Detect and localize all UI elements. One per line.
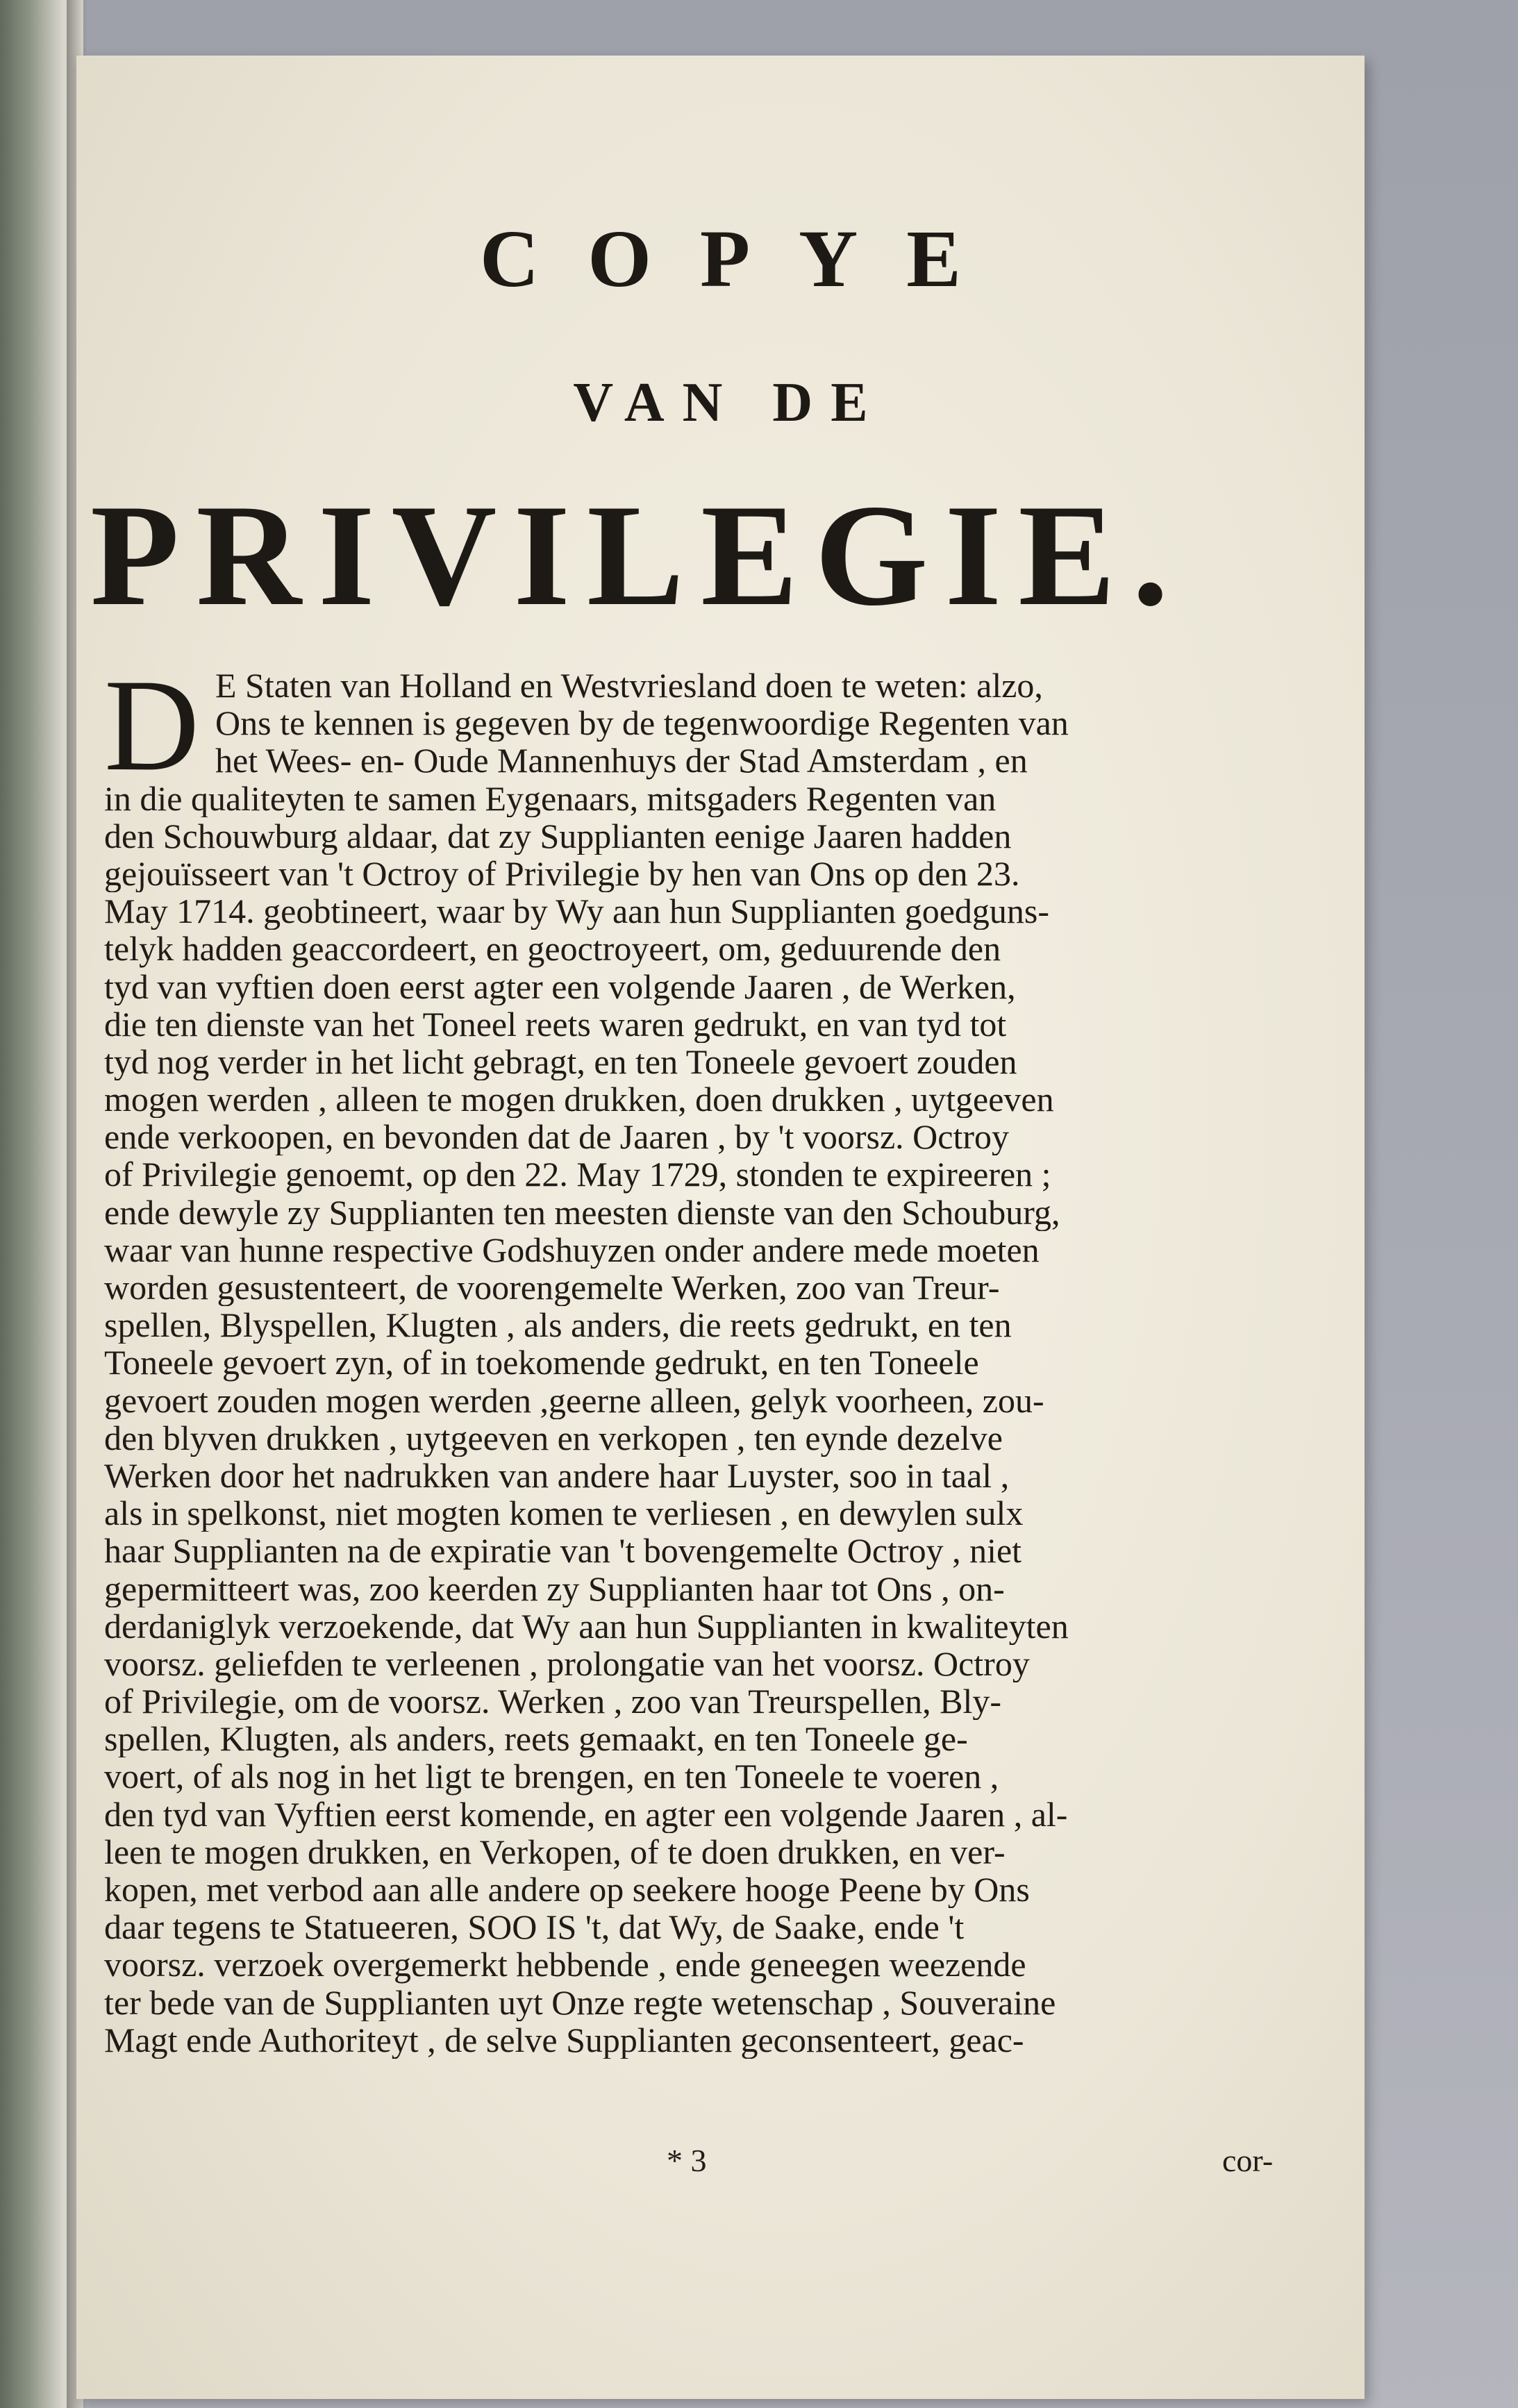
text-line: telyk hadden geaccordeert, en geoctroyeert, om, geduurende den: [104, 930, 1001, 968]
text-line: Magt ende Authoriteyt , de selve Supplianten geconsenteert, geac-: [104, 2021, 1024, 2059]
title-privilegie: PRIVILEGIE.: [90, 475, 1185, 636]
text-line: mogen werden , alleen te mogen drukken, doen drukken , uytgeeven: [104, 1080, 1054, 1119]
text-line: Toneele gevoert zyn, of in toekomende gedrukt, en ten Toneele: [104, 1344, 979, 1382]
title-van-de: VAN DE: [573, 372, 886, 433]
text-line: voorsz. verzoek overgemerkt hebbende , ende geneegen weezende: [104, 1946, 1026, 1984]
text-line: of Privilegie, om de voorsz. Werken , zoo van Treurspellen, Bly-: [104, 1682, 1002, 1721]
text-line: Ons te kennen is gegeven by de tegenwoordige Regenten van: [215, 704, 1069, 742]
text-line: den Schouwburg aldaar, dat zy Supplianten eenige Jaaren hadden: [104, 817, 1012, 855]
title-copye: COPYE: [480, 213, 1010, 304]
text-line: het Wees- en- Oude Mannenhuys der Stad Amsterdam , en: [215, 742, 1028, 780]
catchword: cor-: [1222, 2143, 1274, 2178]
signature-mark: * 3: [667, 2143, 707, 2178]
text-line: tyd van vyftien doen eerst agter een volgende Jaaren , de Werken,: [104, 967, 1016, 1005]
text-line: tyd nog verder in het licht gebragt, en ten Toneele gevoert zouden: [104, 1042, 1017, 1081]
text-line: ter bede van de Supplianten uyt Onze regte wetenschap , Souveraine: [104, 1983, 1056, 2021]
text-line: voert, of als nog in het ligt te brengen, en ten Toneele te voeren ,: [104, 1757, 999, 1796]
text-line: haar Supplianten na de expiratie van 't bovengemelte Octroy , niet: [104, 1532, 1022, 1570]
body-text: [104, 653, 1326, 2059]
text-line: gejouïsseert van 't Octroy of Privilegie by hen van Ons op den 23.: [104, 854, 1020, 893]
text-line: den blyven drukken , uytgeeven en verkopen , ten eynde dezelve: [104, 1419, 1003, 1457]
text-line: die ten dienste van het Toneel reets waren gedrukt, en van tyd tot: [104, 1005, 1007, 1043]
text-line: daar tegens te Statueeren, SOO IS 't, dat Wy, de Saake, ende 't: [104, 1908, 965, 1946]
text-line: ende verkoopen, en bevonden dat de Jaaren , by 't voorsz. Octroy: [104, 1118, 1010, 1156]
text-line: derdaniglyk verzoekende, dat Wy aan hun Supplianten in kwaliteyten: [104, 1607, 1069, 1645]
text-line: worden gesustenteert, de voorengemelte Werken, zoo van Treur-: [104, 1269, 1000, 1307]
book-page: [76, 56, 1365, 2399]
text-line: waar van hunne respective Godshuyzen onder andere mede moeten: [104, 1230, 1040, 1269]
text-line: kopen, met verbod aan alle andere op seekere hooge Peene by Ons: [104, 1871, 1030, 1909]
text-line: den tyd van Vyftien eerst komende, en agter een volgende Jaaren , al-: [104, 1795, 1068, 1833]
text-line: leen te mogen drukken, en Verkopen, of te doen drukken, en ver-: [104, 1832, 1006, 1871]
text-line: gevoert zouden mogen werden ,geerne alleen, gelyk voorheen, zou-: [104, 1381, 1044, 1419]
text-line: E Staten van Holland en Westvriesland doen te weten: alzo,: [215, 667, 1043, 705]
text-line: May 1714. geobtineert, waar by Wy aan hun Supplianten goedguns-: [104, 892, 1050, 930]
text-line: spellen, Blyspellen, Klugten , als anders, die reets gedrukt, en ten: [104, 1306, 1012, 1344]
text-line: voorsz. geliefden te verleenen , prolongatie van het voorsz. Octroy: [104, 1644, 1030, 1683]
text-line: spellen, Klugten, als anders, reets gemaakt, en ten Toneele ge-: [104, 1720, 968, 1758]
text-line: in die qualiteyten te samen Eygenaars, mitsgaders Regenten van: [104, 779, 996, 817]
text-line: als in spelkonst, niet mogten komen te verliesen , en dewylen sulx: [104, 1494, 1024, 1532]
text-line: gepermitteert was, zoo keerden zy Supplianten haar tot Ons , on-: [104, 1569, 1005, 1607]
text-line: ende dewyle zy Supplianten ten meesten dienste van den Schouburg,: [104, 1193, 1060, 1231]
drop-cap: D: [104, 653, 200, 799]
text-line: Werken door het nadrukken van andere haar Luyster, soo in taal ,: [104, 1456, 1010, 1495]
page-content: [76, 56, 1365, 2399]
text-line: of Privilegie genoemt, op den 22. May 1729, stonden te expireeren ;: [104, 1155, 1051, 1194]
page-footer: [76, 2142, 1365, 2191]
